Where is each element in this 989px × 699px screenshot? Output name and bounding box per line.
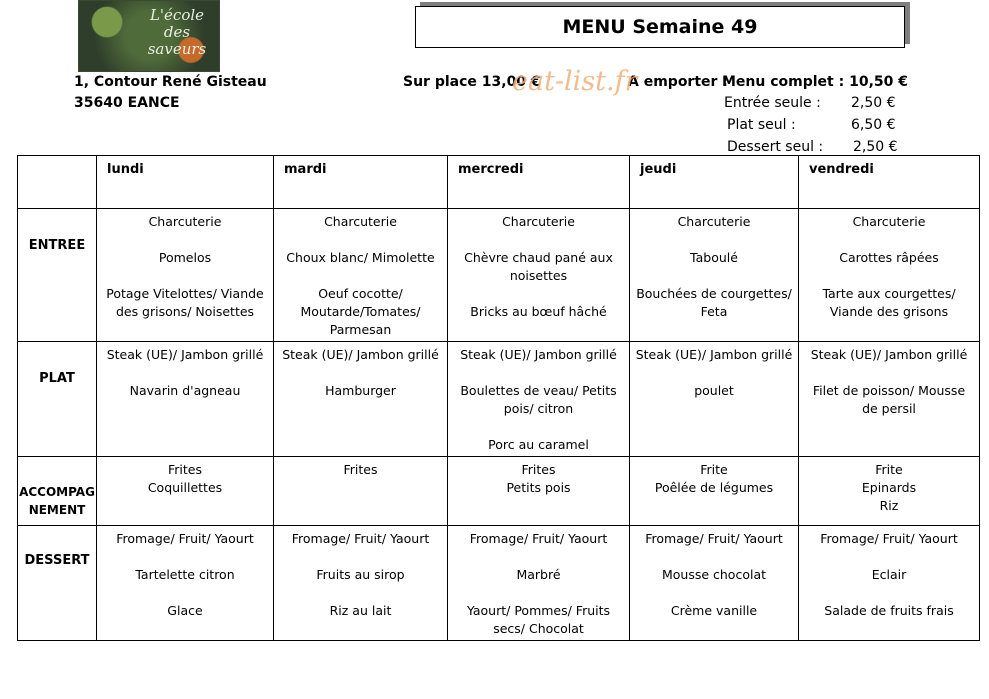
dish-line: Fromage/ Fruit/ Yaourt (645, 531, 783, 546)
spacer-line (630, 231, 798, 249)
dish-line: Tarte aux courgettes/ (822, 286, 956, 301)
dish-line: Frites (521, 462, 556, 477)
entree-lundi (97, 209, 274, 342)
row-label-dessert (18, 526, 97, 641)
dish-line: Crème vanille (670, 603, 758, 618)
plat-vendredi (799, 342, 980, 457)
spacer-line (799, 267, 979, 285)
dish-line: Frite (875, 462, 903, 477)
plat-seul-label: Plat seul : (727, 117, 796, 133)
entree-mercredi (448, 209, 630, 342)
day-header-vendredi: vendredi (799, 156, 980, 209)
dish-line: Hamburger (325, 383, 396, 398)
spacer-line (97, 364, 273, 382)
dish-line: poulet (694, 383, 734, 398)
spacer-line (274, 231, 447, 249)
dish-line: Frites (343, 462, 378, 477)
accompagnement-mardi (274, 457, 448, 526)
dish-line: Parmesan (329, 322, 392, 337)
spacer-line (274, 267, 447, 285)
spacer-line (274, 584, 447, 602)
dish-line: Fromage/ Fruit/ Yaourt (469, 531, 608, 546)
dish-line: Salade de fruits frais (824, 603, 954, 618)
spacer-line (448, 231, 629, 249)
row-label-line: NEMENT (28, 503, 86, 517)
day-header-mercredi: mercredi (448, 156, 630, 209)
spacer-line (97, 584, 273, 602)
row-label-line: ACCOMPAG (19, 485, 95, 499)
dish-line: Fromage/ Fruit/ Yaourt (291, 531, 430, 546)
row-accompagnement (18, 457, 980, 526)
dish-line: Fromage/ Fruit/ Yaourt (116, 531, 254, 546)
accompagnement-jeudi (630, 457, 799, 526)
dish-line: Carottes râpées (839, 250, 939, 265)
dish-line: Frites (168, 462, 202, 477)
spacer-line (274, 364, 447, 382)
entree-seule-label: Entrée seule : (724, 95, 821, 111)
spacer-line (274, 548, 447, 566)
day-header-lundi: lundi (97, 156, 274, 209)
dessert-jeudi (630, 526, 799, 641)
dish-line: Steak (UE)/ Jambon grillé (460, 347, 617, 362)
dish-line: Moutarde/Tomates/ (300, 304, 421, 319)
spacer-line (799, 364, 979, 382)
dessert-mercredi (448, 526, 630, 641)
spacer-line (448, 364, 629, 382)
corner-cell (18, 156, 97, 209)
dish-line: secs/ Chocolat (493, 621, 584, 636)
spacer-line (630, 267, 798, 285)
dish-line: Riz (879, 498, 899, 513)
spacer-line (97, 548, 273, 566)
row-plat (18, 342, 980, 457)
spacer-line (448, 584, 629, 602)
dessert-seul-price: 2,50 € (853, 139, 898, 155)
row-label-line: PLAT (39, 371, 75, 386)
accompagnement-vendredi (799, 457, 980, 526)
price-menu-complet: Menu complet : 10,50 € (722, 74, 908, 90)
dish-line: Steak (UE)/ Jambon grillé (810, 347, 968, 362)
dish-line: pois/ citron (503, 401, 574, 416)
spacer-line (799, 231, 979, 249)
dish-line: Bouchées de courgettes/ (636, 286, 792, 301)
address-line-1: 1, Contour René Gisteau (74, 74, 267, 90)
plat-mercredi (448, 342, 630, 457)
dish-line: Oeuf cocotte/ (318, 286, 403, 301)
spacer-line (448, 285, 629, 303)
row-entree (18, 209, 980, 342)
dessert-seul-label: Dessert seul : (727, 139, 824, 155)
entree-mardi (274, 209, 448, 342)
dish-line: Boulettes de veau/ Petits (460, 383, 617, 398)
plat-lundi (97, 342, 274, 457)
day-header-mardi: mardi (274, 156, 448, 209)
dish-line: Potage Vitelottes/ Viande (106, 286, 264, 301)
dish-line: Filet de poisson/ Mousse (812, 383, 966, 398)
row-label-plat (18, 342, 97, 457)
dish-line: Steak (UE)/ Jambon grillé (106, 347, 264, 362)
day-header-jeudi: jeudi (630, 156, 799, 209)
dish-line: Taboulé (690, 250, 738, 265)
spacer-line (799, 548, 979, 566)
weekly-menu-table (17, 155, 980, 641)
spacer-line (630, 584, 798, 602)
dish-line: Tartelette citron (135, 567, 235, 582)
dish-line: Charcuterie (677, 214, 751, 229)
dish-line: Petits pois (506, 480, 571, 495)
row-label-line: ENTREE (28, 238, 86, 253)
dish-line: Chèvre chaud pané aux (464, 250, 613, 265)
dish-line: Charcuterie (324, 214, 397, 229)
dish-line: Epinards (861, 480, 917, 495)
school-logo (78, 0, 220, 72)
spacer-line (448, 548, 629, 566)
dish-line: Fromage/ Fruit/ Yaourt (820, 531, 958, 546)
spacer-line (799, 584, 979, 602)
dish-line: Pomelos (158, 250, 212, 265)
dish-line: Charcuterie (148, 214, 222, 229)
dish-line: Viande des grisons (829, 304, 949, 319)
spacer-line (630, 548, 798, 566)
spacer-line (630, 364, 798, 382)
dish-line: Steak (UE)/ Jambon grillé (282, 347, 439, 362)
dish-line: Mousse chocolat (661, 567, 767, 582)
watermark: eat-list.fr (512, 66, 638, 97)
row-dessert (18, 526, 980, 641)
dish-line: Glace (167, 603, 203, 618)
menu-title: MENU Semaine 49 (415, 6, 905, 48)
logo-text: L'école des saveurs (147, 6, 207, 58)
dish-line: noisettes (509, 268, 568, 283)
entree-vendredi (799, 209, 980, 342)
row-label-entree (18, 209, 97, 342)
dish-line: Feta (700, 304, 728, 319)
entree-jeudi (630, 209, 799, 342)
dish-line: Yaourt/ Pommes/ Fruits (466, 603, 611, 618)
dish-line: Riz au lait (329, 603, 392, 618)
plat-jeudi (630, 342, 799, 457)
dish-line: des grisons/ Noisettes (115, 304, 255, 319)
dish-line: Poêlée de légumes (654, 480, 774, 495)
dessert-mardi (274, 526, 448, 641)
price-sur-place: Sur place 13,00 € (403, 74, 541, 90)
spacer-line (97, 231, 273, 249)
dessert-vendredi (799, 526, 980, 641)
dish-line: Choux blanc/ Mimolette (286, 250, 435, 265)
row-label-line: DESSERT (24, 553, 90, 568)
spacer-line (97, 267, 273, 285)
dish-line: Eclair (871, 567, 907, 582)
spacer-line (448, 418, 629, 436)
accompagnement-mercredi (448, 457, 630, 526)
plat-mardi (274, 342, 448, 457)
entree-seule-price: 2,50 € (851, 95, 896, 111)
dessert-lundi (97, 526, 274, 641)
price-a-emporter: A emporter : (628, 74, 728, 90)
dish-line: Porc au caramel (488, 437, 589, 452)
dish-line: Charcuterie (502, 214, 575, 229)
dish-line: Frite (700, 462, 728, 477)
plat-seul-price: 6,50 € (851, 117, 896, 133)
dish-line: Steak (UE)/ Jambon grillé (635, 347, 793, 362)
dish-line: Charcuterie (852, 214, 926, 229)
dish-line: Navarin d'agneau (129, 383, 241, 398)
accompagnement-lundi (97, 457, 274, 526)
address-line-2: 35640 EANCE (74, 95, 180, 111)
dish-line: Bricks au bœuf hâché (470, 304, 607, 319)
dish-line: Coquillettes (147, 480, 223, 495)
row-label-accompagnement (18, 457, 97, 526)
dish-line: Marbré (516, 567, 561, 582)
dish-line: de persil (862, 401, 916, 416)
dish-line: Fruits au sirop (316, 567, 405, 582)
day-header-row (18, 156, 980, 209)
